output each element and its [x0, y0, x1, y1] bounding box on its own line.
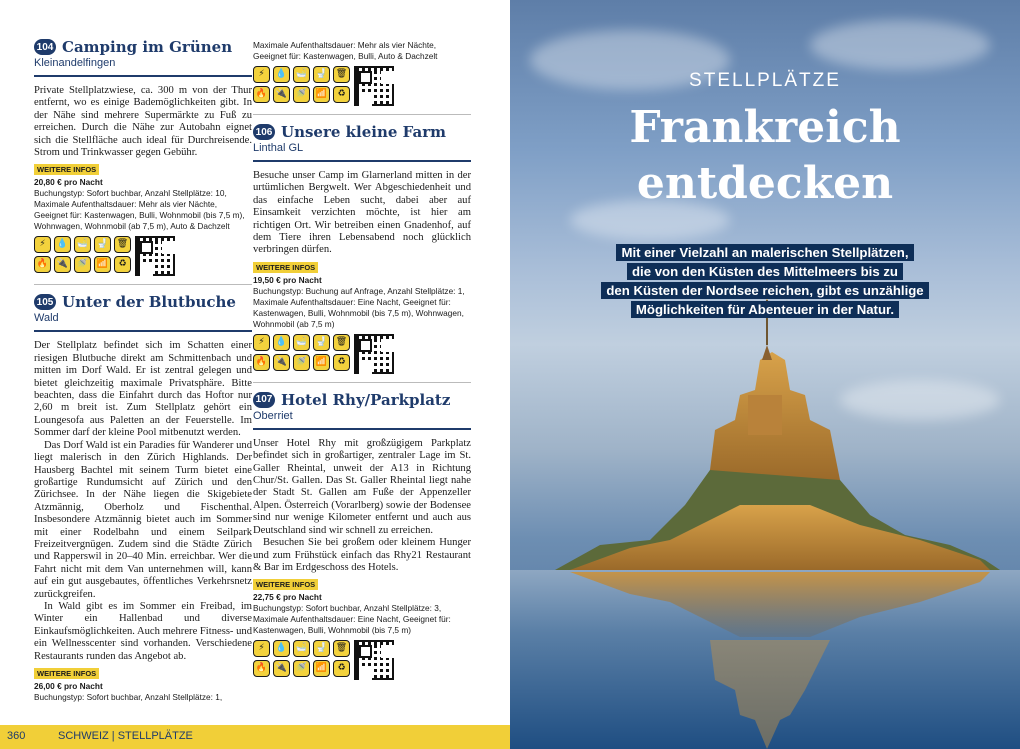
water-icon: 💧	[273, 640, 290, 657]
entry-title: Unsere kleine Farm	[281, 123, 446, 141]
page-footer	[0, 725, 510, 749]
toilet-icon: 🚽	[94, 236, 111, 253]
entry-title: Unter der Blutbuche	[62, 293, 236, 312]
divider	[34, 330, 252, 332]
trash-icon: 🗑	[333, 66, 350, 83]
paragraph: Besuchen Sie bei großem oder kleinem Hunger und zum Frühstück einfach das Rhy21 Restaurant & Bar im Erdgeschoss des Hotels.	[253, 537, 471, 573]
entry-location: Oberriet	[253, 409, 293, 422]
qr-code-icon[interactable]	[354, 640, 394, 680]
entry-number: 105	[34, 294, 56, 310]
booking-details: Buchungstyp: Sofort buchbar, Anzahl Stellplätze: 1,	[34, 692, 223, 702]
water-icon: 💧	[273, 66, 290, 83]
headline-line-2: entdecken	[636, 158, 894, 209]
electricity-icon: ⚡	[253, 640, 270, 657]
paragraph: In Wald gibt es im Sommer ein Freibad, im Winter ein Hallenbad und diverse Einkaufsmöglichkeiten. Auch mehrere Fitness- und ein Wellnesscenter sind vorhanden. Verschiedene Restaurants runden das Angebot ab.	[34, 600, 253, 662]
more-info-badge[interactable]: WEITERE INFOS	[253, 579, 318, 590]
booking-details: Buchungstyp: Sofort buchbar, Anzahl Stellplätze: 10, Maximale Aufenthaltsdauer: Mehr als vier Nächte, Geeignet für: Kastenwagen, Bulli, Wohnmobil (bis 7,5 m), Wohnwagen, Wohnmobil (ab 7,5 m), Auto & Dachzelt	[34, 188, 245, 232]
kicker: STELLPLÄTZE	[689, 70, 841, 91]
more-info-badge[interactable]: WEITERE INFOS	[253, 262, 318, 273]
wifi-icon: 📶	[313, 660, 330, 677]
price	[253, 275, 471, 286]
separator	[253, 114, 471, 115]
entry-body	[253, 438, 471, 574]
amenity-grid	[253, 334, 350, 371]
entry-body	[253, 170, 471, 257]
entry-107	[253, 391, 471, 680]
lead-text	[510, 244, 1020, 318]
water-icon: 💧	[273, 334, 290, 351]
amenity-icons	[34, 236, 252, 276]
entry-number: 106	[253, 124, 275, 140]
divider	[253, 160, 471, 162]
paragraph: Das Dorf Wald ist ein Paradies für Wanderer und liegt malerisch in den Zürich Highlands. Der Hausberg Bachtel mit seinem Turm bietet eine großartige Rundumsicht auf Zürich und den Zürichsee. In der Nähe liegen die Skigebiete Atzmännig, Oberholz und Fischenthal. Insbesondere Atzmännig bietet auch im Sommer mit einer Rodelbahn und einem Seilpark Freizeitvergnügen. Zudem sind die Städte Zürich und Rapperswil in 20–40 Min. erreichbar. Wer die Fahrt nicht mit dem Van unternehmen will, kann auf ein gut ausgebautes, öffentliches Verkehrsnetz zurückgreifen.	[34, 439, 252, 600]
fire-icon: 🔥	[253, 86, 270, 103]
entry-body	[34, 340, 252, 663]
price	[34, 177, 252, 188]
entry-104	[34, 38, 252, 276]
price-value: 19,50 € pro Nacht	[253, 274, 322, 285]
entry-number: 107	[253, 392, 275, 408]
fire-icon: 🔥	[253, 660, 270, 677]
qr-code-icon[interactable]	[354, 66, 394, 106]
trash-icon: 🗑	[114, 236, 131, 253]
entry-location: Kleinandelfingen	[34, 57, 116, 69]
shower-icon: 🚿	[293, 660, 310, 677]
qr-code-icon[interactable]	[135, 236, 175, 276]
recycle-icon: ♻	[333, 86, 350, 103]
price-value: 20,80 € pro Nacht	[34, 177, 103, 188]
entry-number: 104	[34, 39, 56, 55]
entry-106	[253, 123, 471, 374]
lead-line: Mit einer Vielzahl an malerischen Stellplätzen,	[616, 244, 913, 261]
toilet-icon: 🚽	[313, 66, 330, 83]
plug-icon: 🔌	[54, 256, 71, 273]
lead-line: Möglichkeiten für Abenteuer in der Natur.	[631, 301, 899, 318]
fire-icon: 🔥	[34, 256, 51, 273]
lead-line: den Küsten der Nordsee reichen, gibt es unzählige	[601, 282, 928, 299]
separator	[34, 284, 252, 285]
shower-icon: 🚿	[293, 354, 310, 371]
price	[34, 681, 252, 692]
recycle-icon: ♻	[114, 256, 131, 273]
entry-header	[34, 38, 252, 56]
electricity-icon: ⚡	[253, 334, 270, 351]
amenity-icons	[253, 640, 471, 680]
column-left	[34, 38, 252, 703]
recycle-icon: ♻	[333, 354, 350, 371]
divider	[253, 428, 471, 430]
bath-icon: 🛁	[293, 66, 310, 83]
separator	[253, 382, 471, 383]
entry-title: Hotel Rhy/Parkplatz	[281, 390, 451, 409]
plug-icon: 🔌	[273, 354, 290, 371]
electricity-icon: ⚡	[34, 236, 51, 253]
entry-location: Linthal GL	[253, 142, 304, 154]
amenity-icons	[253, 334, 471, 374]
shower-icon: 🚿	[293, 86, 310, 103]
booking-details-continued: Maximale Aufenthaltsdauer: Mehr als vier Nächte, Geeignet für: Kastenwagen, Bulli, Auto & Dachzelt	[253, 40, 438, 61]
plug-icon: 🔌	[273, 660, 290, 677]
fire-icon: 🔥	[253, 354, 270, 371]
more-info-badge[interactable]: WEITERE INFOS	[34, 164, 99, 175]
wifi-icon: 📶	[313, 354, 330, 371]
page-number: 360	[7, 730, 26, 742]
entry-header	[34, 293, 252, 311]
booking-details: Buchungstyp: Buchung auf Anfrage, Anzahl Stellplätze: 1, Maximale Aufenthaltsdauer: Eine Nacht, Geeignet für: Kastenwagen, Bulli, Wohnmobil (bis 7,5 m), Wohnwagen, Wohnmobil (ab 7,5 m)	[253, 285, 465, 329]
paragraph: Der Stellplatz befindet sich im Schatten einer riesigen Blutbuche direkt am Schmittenbach und mitten im Dorf Wald. Er ist zentral gelegen und bietet gleichzeitig maximale Privatsphäre. Bitte beachten, dass die Einfahrt durch das Hoftor nur 2,60 m breit ist. Zum Stellplatz gehört ein Loungesofa aus Paletten an der Feuerstelle. Im Sommer darf der kleine Pool mitbenutzt werden.	[34, 340, 252, 439]
amenity-grid	[34, 236, 131, 273]
amenity-grid	[253, 66, 350, 103]
amenity-grid	[253, 640, 350, 677]
paragraph: Besuche unser Camp im Glarnerland mitten in der urtümlichen Bergwelt. Wer Abgeschiedenheit und das einfache Leben sucht, dabei aber auf Einsamkeit verzichten möchte, ist hier am richtigen Ort. Wir betreiben einen Gnadenhof, auf dem Tiere ihren Lebensabend noch glücklich verbringen dürfen.	[253, 170, 471, 256]
trash-icon: 🗑	[333, 640, 350, 657]
toilet-icon: 🚽	[313, 640, 330, 657]
column-right	[253, 40, 471, 680]
booking-details: Buchungstyp: Sofort buchbar, Anzahl Stellplätze: 3, Maximale Aufenthaltsdauer: Eine Nacht, Geeignet für: Kastenwagen, Bulli, Wohnmobil (bis 7,5 m)	[253, 603, 451, 636]
paragraph: Unser Hotel Rhy mit großzügigem Parkplatz befindet sich in großartiger, zentraler Lage im St. Galler Rheintal, unweit der A13 in Richtung Chur/St. Gallen. Das St. Galler Rheintal liegt nahe der Stadt St. Gallen am Fuße der Appenzeller Alpen. Österreich (Vorarlberg) sowie der Bodensee sind nur wenige Kilometer entfernt und auch aus Deutschland sind wir schnell zu erreichen.	[253, 437, 471, 536]
price-value: 26,00 € pro Nacht	[34, 681, 103, 691]
amenity-icons	[253, 66, 471, 106]
shower-icon: 🚿	[74, 256, 91, 273]
electricity-icon: ⚡	[253, 66, 270, 83]
headline-line-1: Frankreich	[629, 102, 901, 153]
right-page-photo	[510, 0, 1020, 749]
wifi-icon: 📶	[313, 86, 330, 103]
headline	[510, 100, 1020, 212]
bath-icon: 🛁	[293, 640, 310, 657]
entry-location: Wald	[34, 312, 59, 325]
entry-105	[34, 293, 252, 703]
entry-body	[34, 85, 252, 159]
bath-icon: 🛁	[293, 334, 310, 351]
wifi-icon: 📶	[94, 256, 111, 273]
entry-title: Camping im Grünen	[62, 38, 233, 56]
section-name: SCHWEIZ | STELLPLÄTZE	[58, 730, 193, 742]
plug-icon: 🔌	[273, 86, 290, 103]
price-value: 22,75 € pro Nacht	[253, 592, 322, 603]
price	[253, 592, 471, 603]
water-icon: 💧	[54, 236, 71, 253]
toilet-icon: 🚽	[313, 334, 330, 351]
trash-icon: 🗑	[333, 334, 350, 351]
bath-icon: 🛁	[74, 236, 91, 253]
qr-code-icon[interactable]	[354, 334, 394, 374]
entry-header	[253, 123, 471, 141]
paragraph: Private Stellplatzwiese, ca. 300 m von der Thur entfernt, wo es einige Bademöglichkeiten gibt. In der Nähe sind mehrere Supermärkte zu Fuß zu erreichen. Durch die Nähe zur Autobahn eignet sich die Stellfläche auch ideal für Durchreisende. Strom und Trinkwasser gegen Gebühr.	[34, 85, 252, 159]
divider	[34, 75, 252, 77]
recycle-icon: ♻	[333, 660, 350, 677]
entry-header	[253, 391, 471, 409]
more-info-badge[interactable]: WEITERE INFOS	[34, 668, 99, 679]
lead-line: die von den Küsten des Mittelmeers bis zu	[627, 263, 903, 280]
